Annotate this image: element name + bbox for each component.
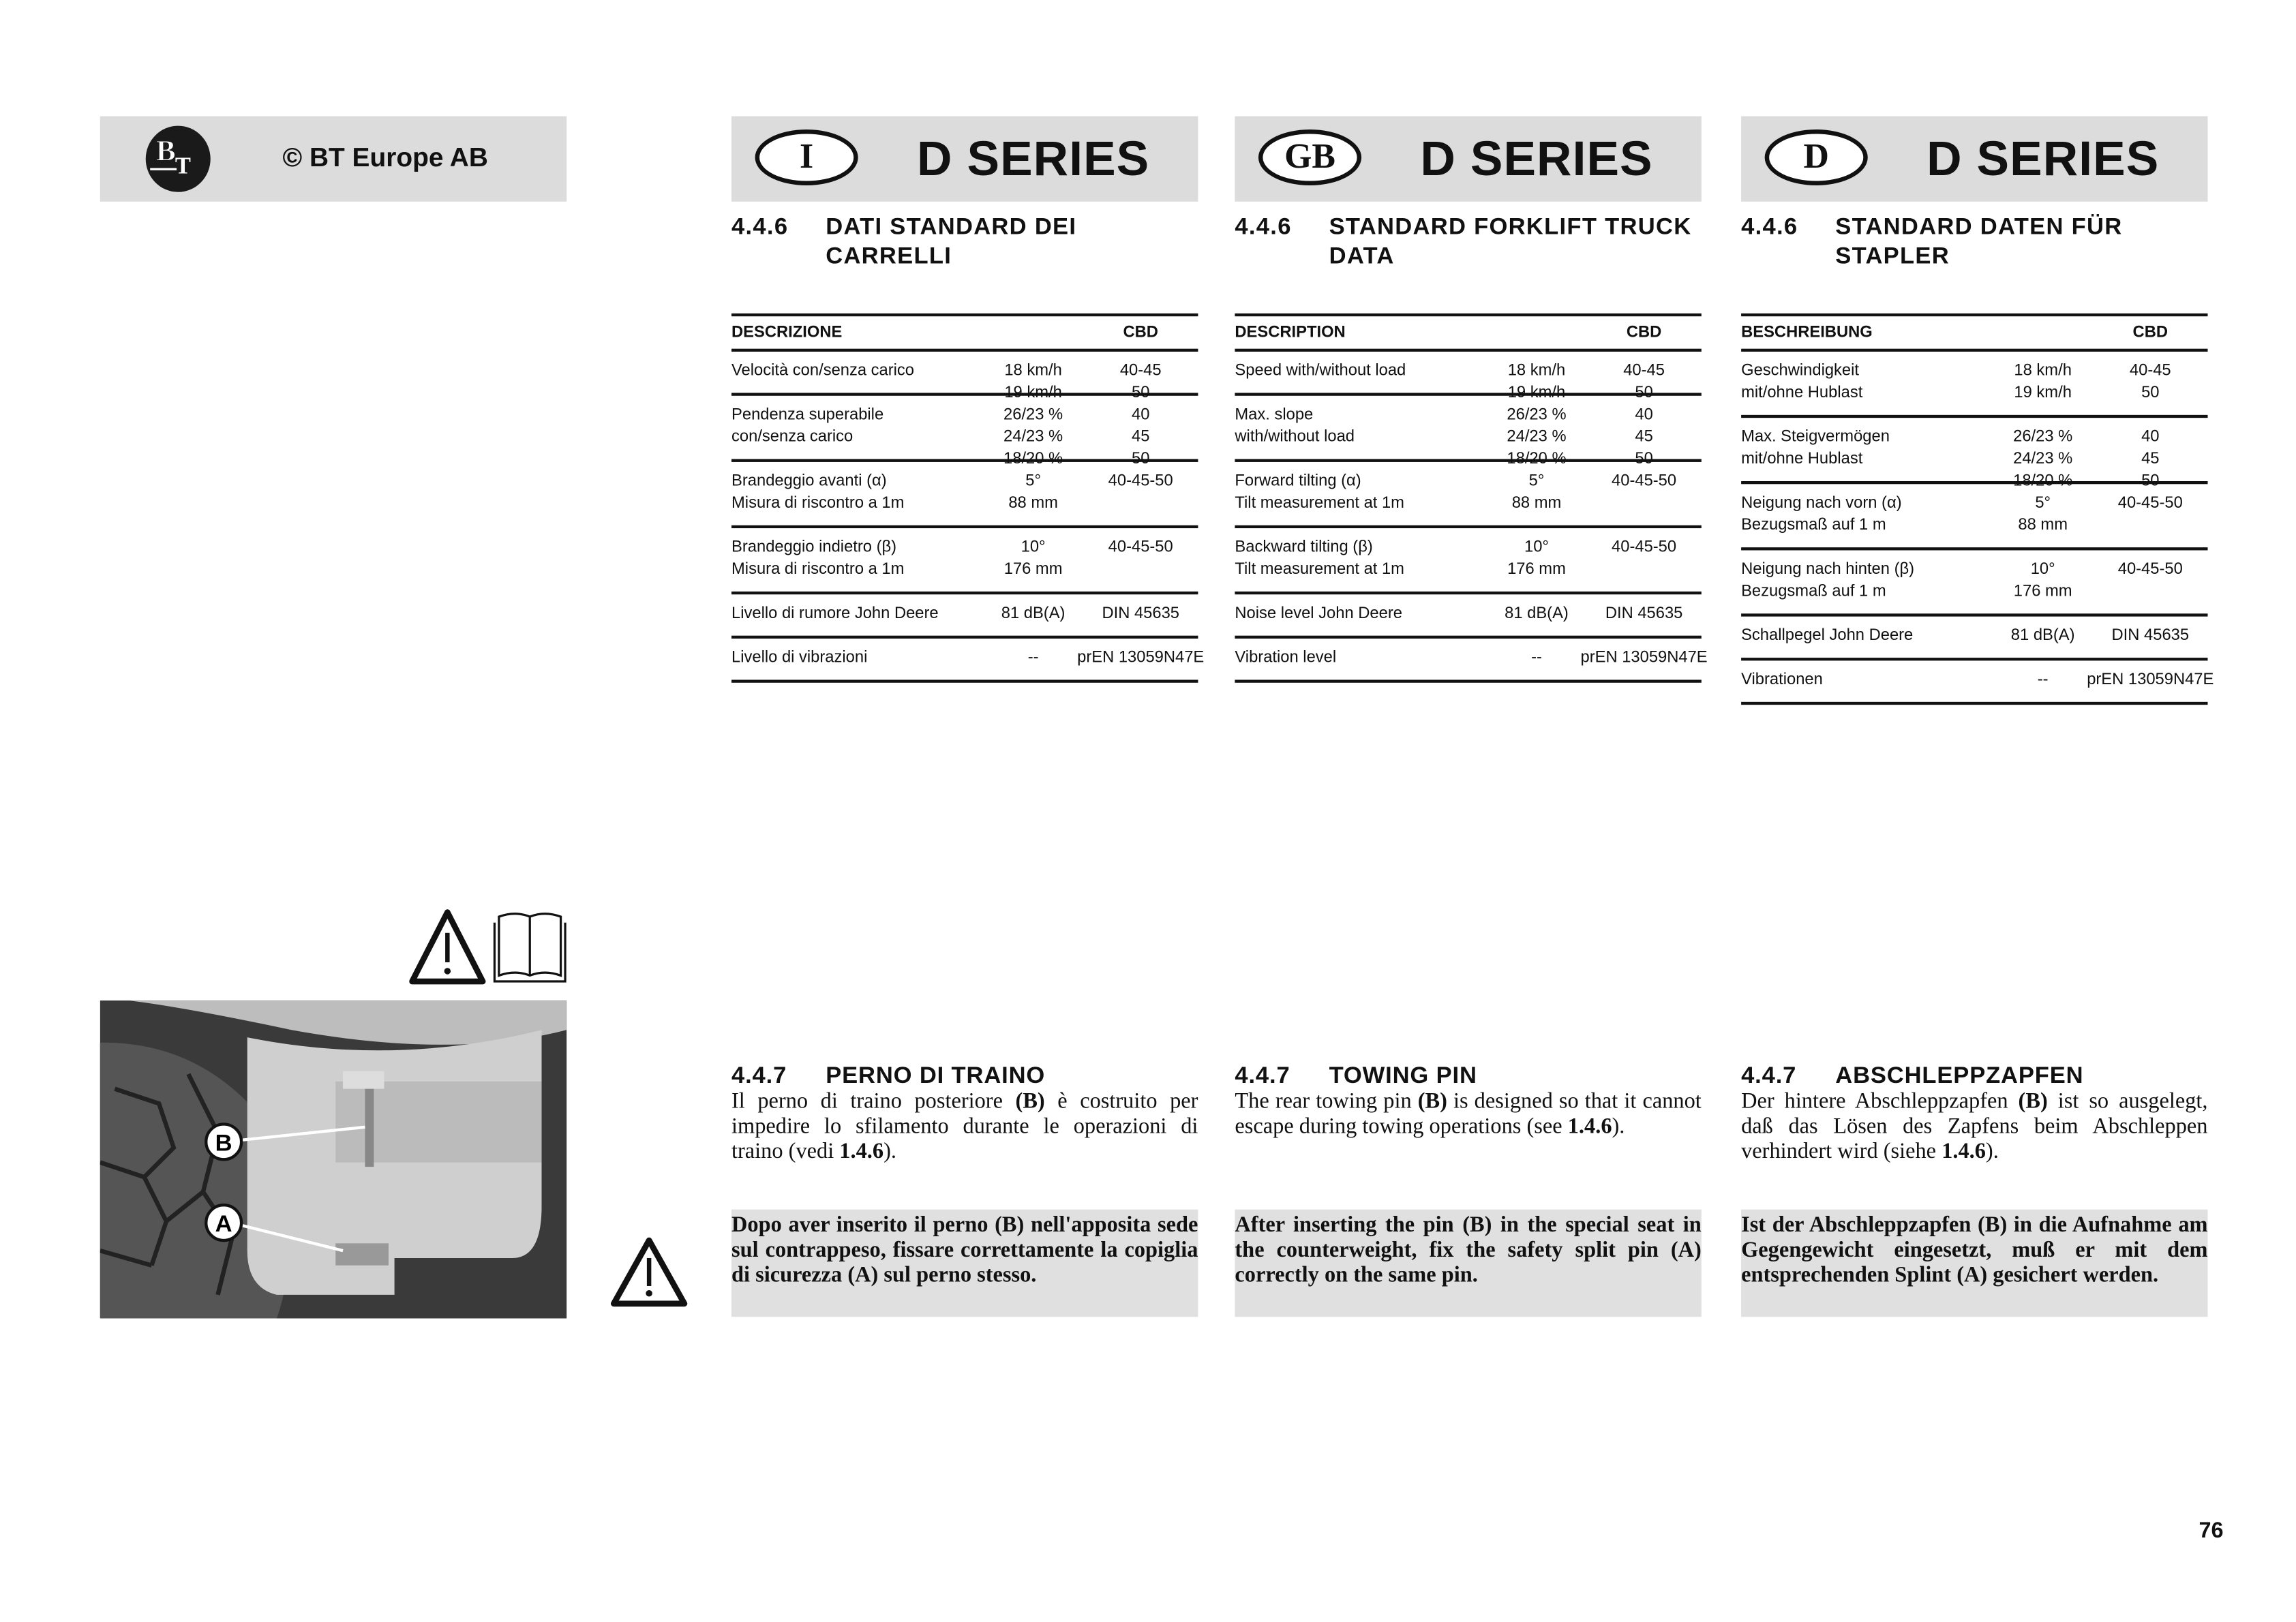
towing-pin-section	[731, 1064, 1198, 1165]
val-line: --	[1531, 649, 1542, 667]
desc-line: Livello di rumore John Deere	[731, 605, 939, 623]
val-line: 18/20 %	[1507, 450, 1567, 468]
val-line: 18/20 %	[1003, 450, 1063, 468]
table-row	[1235, 528, 1701, 592]
val-line: 19 km/h	[1004, 384, 1062, 402]
val-line: 88 mm	[1008, 494, 1058, 512]
cbd-line: prEN 13059N47E	[2087, 671, 2214, 689]
warning-triangle-icon	[609, 1236, 689, 1309]
table-row	[1235, 462, 1701, 525]
val-line: 19 km/h	[2014, 384, 2072, 402]
table-row	[1235, 639, 1708, 679]
cbd-line: 40-45-50	[1108, 538, 1173, 557]
towing-pin-description: Il perno di traino posteriore (B) è costruito per impedire lo sfilamento durante le operazioni di traino (vedi 1.4.6).	[731, 1090, 1198, 1164]
language-badge: GB	[1258, 129, 1361, 185]
cbd-line: DIN 45635	[1605, 605, 1683, 623]
val-line: 10°	[1524, 538, 1549, 557]
desc-line: Misura di riscontro a 1m	[731, 560, 905, 579]
series-title: D SERIES	[1927, 131, 2160, 186]
desc-line: Neigung nach vorn (α)	[1741, 494, 1902, 512]
desc-line: Livello di vibrazioni	[731, 649, 868, 667]
cbd-line: 40	[2141, 428, 2160, 446]
desc-line: Max. slope	[1235, 406, 1314, 424]
header-cbd: CBD	[1123, 323, 1158, 341]
val-line: 10°	[2030, 560, 2055, 579]
table-row	[731, 528, 1198, 592]
cbd-line: 40-45-50	[2117, 560, 2183, 579]
language-column-d	[1741, 117, 2214, 1288]
cbd-line: prEN 13059N47E	[1580, 649, 1708, 667]
section-title: DATI STANDARD DEI CARRELLI	[826, 215, 1077, 270]
cbd-line: 45	[2141, 450, 2160, 468]
val-line: 24/23 %	[2013, 450, 2073, 468]
val-line: 88 mm	[2018, 516, 2068, 534]
val-line: --	[1027, 649, 1039, 667]
desc-line: Schallpegel John Deere	[1741, 626, 1914, 645]
towing-pin-description: The rear towing pin (B) is designed so that it cannot escape during towing operations (see 1.4.6).	[1235, 1090, 1702, 1139]
bt-logo	[145, 125, 212, 193]
section-reference: 1.4.6	[1567, 1115, 1612, 1139]
svg-text:B: B	[215, 1130, 232, 1157]
section-heading	[1235, 213, 1701, 302]
label-b-callout	[206, 1124, 241, 1159]
desc-line: Bezugsmaß auf 1 m	[1741, 582, 1886, 600]
table-row	[731, 396, 1198, 468]
table-row	[1741, 484, 2207, 547]
series-header	[1235, 117, 1701, 202]
val-line: 81 dB(A)	[2010, 626, 2075, 645]
val-line: 26/23 %	[1507, 406, 1567, 424]
series-header	[731, 117, 1198, 202]
section-reference: 1.4.6	[839, 1140, 884, 1164]
cbd-line: 40	[1635, 406, 1653, 424]
cbd-line: 45	[1132, 428, 1150, 446]
desc-line: mit/ohne Hublast	[1741, 384, 1863, 402]
brand-header	[100, 117, 567, 202]
val-line: 18 km/h	[1004, 362, 1062, 380]
cbd-line: 40-45-50	[1108, 472, 1173, 490]
table-row	[1741, 660, 2214, 701]
section-title: PERNO DI TRAINO	[826, 1063, 1046, 1089]
table-row	[731, 594, 1198, 635]
desc-line: con/senza carico	[731, 428, 854, 446]
warning-note: Ist der Abschleppzapfen (B) in die Aufnahme am Gegengewicht eingesetzt, muß er mit dem entsprechenden Splint (A) gesichert werden.	[1741, 1210, 2207, 1317]
cbd-line: 40-45	[2129, 362, 2171, 380]
desc-line: Backward tilting (β)	[1235, 538, 1373, 557]
cbd-line: 50	[2141, 472, 2160, 490]
cbd-line: 40-45-50	[1612, 472, 1677, 490]
desc-line: Bezugsmaß auf 1 m	[1741, 516, 1886, 534]
towing-pin-section	[1235, 1064, 1701, 1140]
val-line: 10°	[1021, 538, 1046, 557]
towing-pin-description: Der hintere Abschleppzapfen (B) ist so ausgelegt, daß das Lösen des Zapfens beim Abschleppen verhindert wird (siehe 1.4.6).	[1741, 1090, 2208, 1164]
cbd-line: 40-45	[1119, 362, 1162, 380]
desc-line: Velocità con/senza carico	[731, 362, 915, 380]
val-line: 176 mm	[1003, 560, 1063, 579]
desc-line: mit/ohne Hublast	[1741, 450, 1863, 468]
header-cbd: CBD	[2132, 323, 2169, 341]
header-cbd: CBD	[1626, 323, 1662, 341]
language-badge: I	[755, 129, 858, 185]
desc-line: with/without load	[1235, 428, 1355, 446]
val-line: --	[2037, 671, 2049, 689]
table-divider	[1741, 702, 2207, 705]
val-line: 19 km/h	[1507, 384, 1566, 402]
val-line: 5°	[1528, 472, 1545, 490]
val-line: 24/23 %	[1003, 428, 1063, 446]
table-divider	[731, 679, 1198, 682]
val-line: 26/23 %	[1003, 406, 1063, 424]
table-row	[1741, 550, 2207, 613]
table-row	[731, 639, 1205, 679]
header-description: BESCHREIBUNG	[1741, 323, 1873, 341]
desc-line: Tilt measurement at 1m	[1235, 494, 1404, 512]
language-column-gb	[1235, 117, 1708, 1288]
warning-note: Dopo aver inserito il perno (B) nell'apposita sede sul contrappeso, fissare correttamente la copiglia di sicurezza (A) sul perno stesso.	[731, 1210, 1198, 1317]
val-line: 88 mm	[1511, 494, 1562, 512]
cbd-line: DIN 45635	[1102, 605, 1179, 623]
val-line: 176 mm	[1507, 560, 1566, 579]
table-row	[1235, 396, 1701, 468]
svg-text:T: T	[175, 153, 191, 179]
page-number: 76	[2199, 1518, 2224, 1544]
header-description: DESCRIPTION	[1235, 323, 1346, 341]
section-number: 4.4.7	[731, 1063, 787, 1089]
cbd-line: 40-45	[1623, 362, 1665, 380]
desc-line: Speed with/without load	[1235, 362, 1406, 380]
table-row	[731, 462, 1198, 525]
cbd-line: 50	[1132, 450, 1150, 468]
desc-line: Vibration level	[1235, 649, 1337, 667]
series-title: D SERIES	[1420, 131, 1653, 186]
section-number: 4.4.6	[1741, 215, 1798, 240]
desc-line: Brandeggio indietro (β)	[731, 538, 897, 557]
cbd-line: 50	[2141, 384, 2160, 402]
svg-text:A: A	[215, 1211, 232, 1238]
section-reference: 1.4.6	[1942, 1140, 1986, 1164]
section-title: STANDARD FORKLIFT TRUCK DATA	[1329, 215, 1692, 270]
val-line: 26/23 %	[2013, 428, 2073, 446]
cbd-line: 40-45-50	[1612, 538, 1677, 557]
language-badge: D	[1765, 129, 1868, 185]
desc-line: Noise level John Deere	[1235, 605, 1402, 623]
cbd-line: 50	[1635, 450, 1653, 468]
svg-text:B: B	[155, 135, 176, 168]
series-header	[1741, 117, 2207, 202]
table-row	[731, 352, 1198, 402]
cbd-line: 50	[1635, 384, 1653, 402]
table-header	[731, 316, 1198, 348]
language-column-i	[731, 117, 1205, 1288]
series-title: D SERIES	[917, 131, 1150, 186]
val-line: 5°	[2035, 494, 2051, 512]
section-number: 4.4.7	[1235, 1063, 1290, 1089]
desc-line: Geschwindigkeit	[1741, 362, 1860, 380]
standard-data-table	[1235, 313, 1708, 683]
warning-note: After inserting the pin (B) in the special seat in the counterweight, fix the safety split pin (A) correctly on the same pin.	[1235, 1210, 1701, 1317]
desc-line: Neigung nach hinten (β)	[1741, 560, 1915, 579]
standard-data-table	[1741, 313, 2214, 705]
table-row	[1741, 352, 2207, 415]
desc-line: Max. Steigvermögen	[1741, 428, 1890, 446]
cbd-line: 40	[1132, 406, 1150, 424]
table-row	[1235, 352, 1701, 402]
standard-data-table	[731, 313, 1205, 683]
val-line: 18/20 %	[2013, 472, 2073, 490]
section-number: 4.4.6	[1235, 215, 1292, 240]
section-number: 4.4.7	[1741, 1063, 1797, 1089]
table-header	[1235, 316, 1701, 348]
section-title: STANDARD DATEN FÜR STAPLER	[1835, 215, 2123, 270]
cbd-line: DIN 45635	[2111, 626, 2190, 645]
table-divider	[1235, 679, 1701, 682]
warning-read-manual-icons	[409, 908, 568, 985]
book-icon	[494, 914, 565, 981]
val-line: 81 dB(A)	[1001, 605, 1066, 623]
desc-line: Pendenza superabile	[731, 406, 884, 424]
section-number: 4.4.6	[731, 215, 789, 240]
towing-pin-section	[1741, 1064, 2207, 1165]
table-row	[1741, 418, 2207, 490]
table-row	[1235, 594, 1701, 635]
towing-pin-photo	[100, 1000, 567, 1318]
cbd-line: prEN 13059N47E	[1077, 649, 1205, 667]
val-line: 5°	[1025, 472, 1041, 490]
table-row	[1741, 617, 2207, 658]
val-line: 18 km/h	[2014, 362, 2072, 380]
label-a-callout	[206, 1205, 241, 1240]
desc-line: Vibrationen	[1741, 671, 1823, 689]
desc-line: Misura di riscontro a 1m	[731, 494, 905, 512]
header-description: DESCRIZIONE	[731, 323, 843, 341]
warning-triangle-icon	[412, 913, 483, 981]
section-heading	[731, 213, 1198, 302]
desc-line: Brandeggio avanti (α)	[731, 472, 887, 490]
cbd-line: 50	[1132, 384, 1150, 402]
section-title: TOWING PIN	[1329, 1063, 1477, 1089]
section-heading	[1741, 213, 2207, 302]
val-line: 24/23 %	[1507, 428, 1567, 446]
copyright-text: © BT Europe AB	[282, 142, 488, 172]
val-line: 18 km/h	[1507, 362, 1566, 380]
section-title: ABSCHLEPPZAPFEN	[1835, 1063, 2084, 1089]
val-line: 176 mm	[2013, 582, 2072, 600]
table-header	[1741, 316, 2207, 348]
val-line: 81 dB(A)	[1505, 605, 1569, 623]
cbd-line: 45	[1635, 428, 1653, 446]
desc-line: Tilt measurement at 1m	[1235, 560, 1404, 579]
cbd-line: 40-45-50	[2117, 494, 2183, 512]
desc-line: Forward tilting (α)	[1235, 472, 1361, 490]
